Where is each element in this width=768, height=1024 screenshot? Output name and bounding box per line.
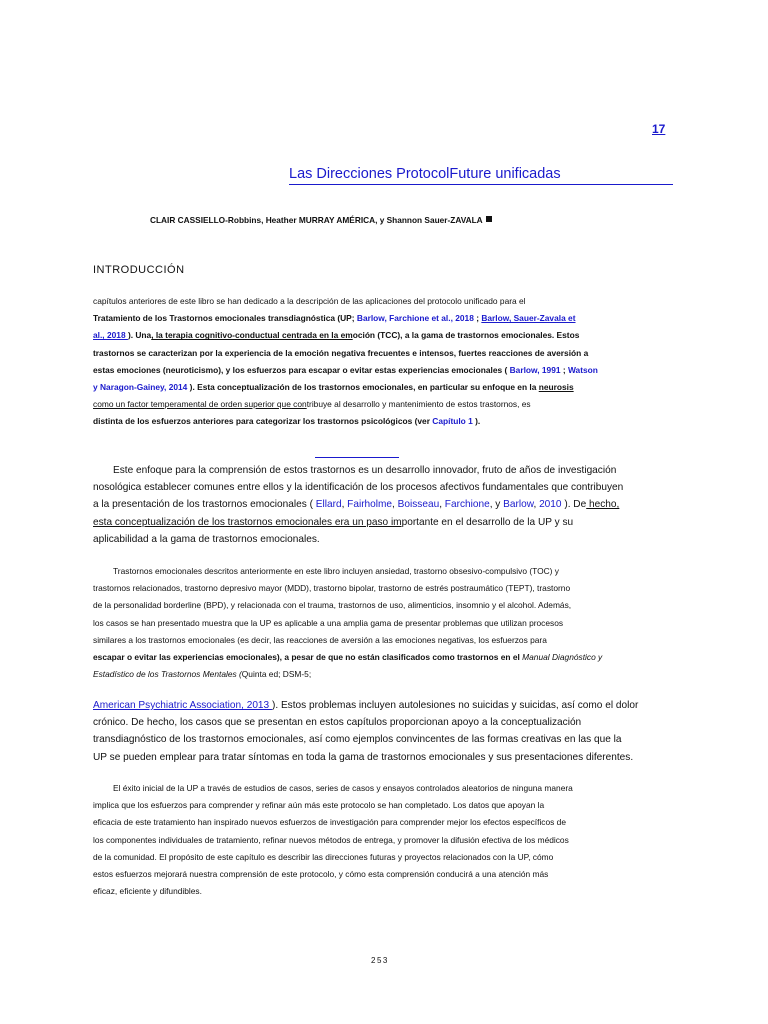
citation-link[interactable]: Boisseau — [397, 499, 440, 511]
section-heading: INTRODUCCIÓN — [93, 264, 185, 276]
text-line: escapar o evitar las experiencias emocionales), a pesar de que no están clasificados como trastornos en el Manual Diagnóstico y — [93, 651, 603, 662]
citation-link[interactable]: Barlow, Farchione et al., 2018 — [356, 313, 474, 324]
citation-link[interactable]: Barlow, 1991 — [509, 364, 561, 375]
paragraph-3 — [93, 563, 689, 683]
glossary-link[interactable]: neurosis — [538, 381, 574, 392]
text-line: UP se pueden emplear para tratar síntomas en toda la gama de trastornos emocionales y sus presentaciones diferentes. — [93, 751, 634, 763]
author-note-square-icon — [486, 216, 492, 222]
citation-link[interactable]: American Psychiatric Association, 2013 — [93, 700, 272, 711]
citation-link[interactable]: Fairholme — [347, 499, 393, 511]
text-line: American Psychiatric Association, 2013 ). Estos problemas incluyen autolesiones no suicidas y suicidas, así como el dolor — [93, 700, 639, 711]
text-line: y Naragon-Gainey, 2014 ). Esta conceptualización de los trastornos emocionales, en particular su enfoque en la neurosis — [93, 381, 574, 392]
text-line: Estadístico de los Trastornos Mentales (Quinta ed; DSM-5; — [93, 669, 312, 680]
text-line: trastornos se caracterizan por la experiencia de la emoción negativa frecuentes e intensos, fuertes reacciones de aversión a — [93, 347, 589, 358]
text-line: Tratamiento de los Trastornos emocionales transdiagnóstica (UP; Barlow, Farchione et al., 2018 ; Barlow, Sauer-Zavala et — [93, 313, 576, 324]
chapter-title[interactable]: Las Direcciones ProtocolFuture unificadas — [289, 166, 673, 185]
text-line: nosológica establecer comunes entre ellos y la identificación de los procesos afectivos fundamentales que contribuyen — [93, 482, 624, 494]
text-line: Este enfoque para la comprensión de estos trastornos es un desarrollo innovador, fruto de años de investigación — [113, 465, 617, 476]
text-line: aplicabilidad a la gama de trastornos emocionales. — [93, 533, 320, 545]
text-line: como un factor temperamental de orden superior que contribuye al desarrollo y mantenimiento de estos trastornos, es — [93, 399, 531, 410]
text-line: los casos se han presentado muestra que la UP es aplicable a una amplia gama de presentar problemas que utilizan procesos — [93, 617, 564, 628]
text-line: a la presentación de los trastornos emocionales ( Ellard, Fairholme, Boisseau, Farchione, y Barlow, 2010 ). De hecho, — [93, 499, 620, 511]
text-line: Trastornos emocionales descritos anteriormente en este libro incluyen ansiedad, trastorno obsesivo-compulsivo (TOC) y — [113, 566, 559, 576]
text-line: esta conceptualización de los trastornos emocionales era un paso importante en el desarrollo de la UP y su — [93, 516, 574, 528]
page-number: 253 — [371, 956, 389, 965]
book-title: Estadístico de los Trastornos Mentales ( — [93, 669, 242, 680]
text-line: capítulos anteriores de este libro se han dedicado a la descripción de las aplicaciones del protocolo unificado para el — [93, 296, 526, 306]
chapter-number[interactable]: 17 — [652, 122, 666, 136]
text-line: de la personalidad borderline (BPD), y relacionada con el trauma, trastornos de uso, alimenticios, insomnio y el alcohol. Además, — [93, 600, 572, 611]
text-line: eficaz, eficiente y difundibles. — [93, 886, 202, 897]
glossary-link[interactable]: , la terapia cognitivo-conductual centrada en la em — [151, 330, 353, 341]
text-line: estas emociones (neuroticismo), y los esfuerzos para escapar o evitar estas experiencias emocionales ( Barlow, 1991 ; Watson — [93, 364, 598, 375]
paragraph-2 — [93, 462, 689, 548]
text-line: al., 2018 ). Una, la terapia cognitivo-conductual centrada en la emoción (TCC), a la gama de trastornos emocionales. Estos — [93, 330, 580, 341]
text-line: implica que los esfuerzos para comprender y refinar aún más este protocolo se han completado. Los datos que apoyan la — [93, 800, 545, 811]
authors-line — [150, 215, 492, 225]
glossary-link[interactable]: como u — [93, 399, 121, 410]
citation-link[interactable]: Ellard — [315, 499, 342, 511]
text-line: trastornos relacionados, trastorno depresivo mayor (MDD), trastorno bipolar, trastorno de estrés postraumático (TEPT), trastorno — [93, 583, 571, 594]
citation-link[interactable]: 2010 — [539, 499, 562, 511]
text-line: similares a los trastornos emocionales (es decir, las reacciones de aversión a las emociones negativas, los esfuerzos para — [93, 634, 547, 645]
citation-link[interactable]: y Naragon-Gainey, 2014 — [93, 381, 188, 392]
paragraph-1 — [93, 293, 689, 431]
citation-link[interactable]: Farchione — [444, 499, 490, 511]
chapter-link[interactable]: Capítulo 1 — [432, 416, 473, 427]
paragraph-5 — [93, 780, 689, 900]
text-line: transdiagnóstico de los trastornos emocionales, así como ejemplos convincentes de las formas creativas en las que la — [93, 734, 622, 746]
book-title: Manual Diagnóstico y — [522, 651, 603, 662]
text-line: eficacia de este tratamiento han inspirado nuevos esfuerzos de investigación para comprender mejor los efectos específicos de — [93, 817, 566, 828]
text-line: estos esfuerzos mejorará nuestra comprensión de este protocolo, y cómo esta comprensión conducirá a una atención más — [93, 868, 549, 879]
text-line: crónico. De hecho, los casos que se presentan en estos capítulos proporcionan apoyo a la conceptualización — [93, 717, 582, 729]
paragraph-4 — [93, 697, 689, 766]
citation-link[interactable]: Watson — [567, 364, 598, 375]
text-line: El éxito inicial de la UP a través de estudios de casos, series de casos y ensayos controlados aleatorios de ninguna manera — [113, 783, 573, 793]
citation-link[interactable]: al., 2018 — [93, 330, 128, 341]
text-line: distinta de los esfuerzos anteriores para categorizar los trastornos psicológicos (ver Capítulo 1 ). — [93, 416, 481, 427]
citation-link[interactable]: Barlow, Sauer-Zavala et — [481, 313, 576, 324]
text-line: los componentes individuales de tratamiento, refinar nuevos métodos de entrega, y promover la difusión efectiva de los médicos — [93, 834, 569, 845]
glossary-link[interactable]: hecho, — [586, 499, 620, 511]
text-line: de la comunidad. El propósito de este capítulo es describir las direcciones futuras y proyectos relacionados con la UP, cómo — [93, 851, 554, 862]
separator-line — [315, 457, 399, 458]
glossary-link[interactable]: esta conceptualización de los trastornos emocionales era un paso im — [93, 516, 402, 528]
citation-link[interactable]: Barlow — [503, 499, 534, 511]
glossary-link[interactable]: n factor temperamental de orden superior que con — [120, 399, 307, 410]
authors-text: CLAIR CASSIELLO-Robbins, Heather MURRAY AMÉRICA, y Shannon Sauer-ZAVALA — [150, 215, 483, 225]
